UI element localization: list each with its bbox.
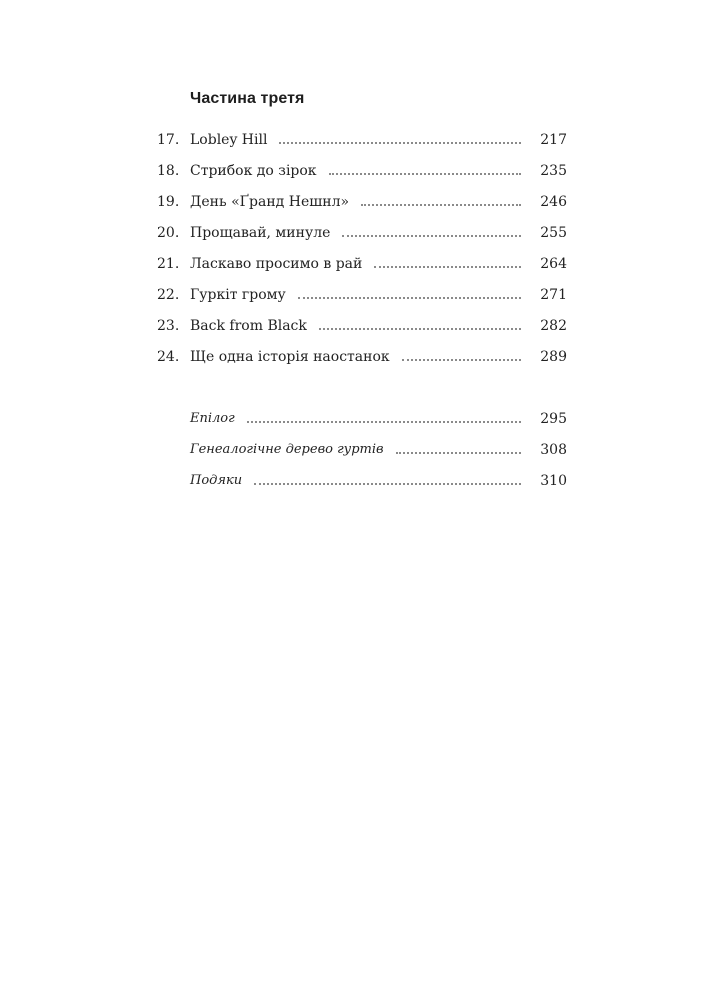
toc-entry[interactable] bbox=[157, 434, 567, 465]
page-number: 255 bbox=[540, 224, 567, 241]
chapter-title: Стрибок до зірок bbox=[190, 162, 317, 179]
toc-entry[interactable] bbox=[157, 186, 567, 217]
dot-leader bbox=[279, 141, 521, 144]
page-number: 271 bbox=[540, 286, 567, 303]
page-number: 308 bbox=[540, 441, 567, 458]
chapter-number: 17. bbox=[157, 131, 180, 148]
chapter-title: Back from Black bbox=[190, 317, 307, 334]
chapter-list bbox=[157, 124, 567, 372]
dot-leader bbox=[319, 327, 521, 330]
toc-entry[interactable] bbox=[157, 124, 567, 155]
page-number: 264 bbox=[540, 255, 567, 272]
toc-entry[interactable] bbox=[157, 403, 567, 434]
chapter-number: 21. bbox=[157, 255, 180, 272]
dot-leader bbox=[402, 358, 521, 361]
chapter-title: Lobley Hill bbox=[190, 131, 268, 148]
page-number: 295 bbox=[540, 410, 567, 427]
chapter-number: 20. bbox=[157, 224, 180, 241]
chapter-title: Ласкаво просимо в рай bbox=[190, 255, 363, 272]
toc-entry[interactable] bbox=[157, 248, 567, 279]
toc-entry[interactable] bbox=[157, 310, 567, 341]
back-matter-title: Епілог bbox=[190, 411, 235, 426]
dot-leader bbox=[396, 451, 521, 454]
chapter-title: Прощавай, минуле bbox=[190, 224, 331, 241]
chapter-number: 22. bbox=[157, 286, 180, 303]
back-matter-title: Подяки bbox=[190, 473, 243, 488]
page-number: 310 bbox=[540, 472, 567, 489]
chapter-number: 18. bbox=[157, 162, 180, 179]
page-number: 217 bbox=[540, 131, 567, 148]
chapter-title: День «Ґранд Нешнл» bbox=[190, 193, 350, 210]
dot-leader bbox=[374, 265, 521, 268]
dot-leader bbox=[254, 482, 521, 485]
toc-entry[interactable] bbox=[157, 341, 567, 372]
page-number: 235 bbox=[540, 162, 567, 179]
page-number: 282 bbox=[540, 317, 567, 334]
toc-entry[interactable] bbox=[157, 217, 567, 248]
chapter-title: Гуркіт грому bbox=[190, 286, 286, 303]
back-matter-list bbox=[157, 403, 567, 496]
chapter-title: Ще одна історія наостанок bbox=[190, 348, 390, 365]
dot-leader bbox=[247, 420, 521, 423]
dot-leader bbox=[342, 234, 521, 237]
chapter-number: 24. bbox=[157, 348, 180, 365]
dot-leader bbox=[361, 203, 521, 206]
chapter-number: 23. bbox=[157, 317, 180, 334]
back-matter-title: Генеалогічне дерево гуртів bbox=[190, 442, 384, 457]
dot-leader bbox=[298, 296, 521, 299]
toc-entry[interactable] bbox=[157, 155, 567, 186]
page-number: 289 bbox=[540, 348, 567, 365]
section-title: Частина третя bbox=[190, 90, 305, 107]
page-number: 246 bbox=[540, 193, 567, 210]
toc-entry[interactable] bbox=[157, 279, 567, 310]
chapter-number: 19. bbox=[157, 193, 180, 210]
dot-leader bbox=[329, 172, 521, 175]
toc-entry[interactable] bbox=[157, 465, 567, 496]
